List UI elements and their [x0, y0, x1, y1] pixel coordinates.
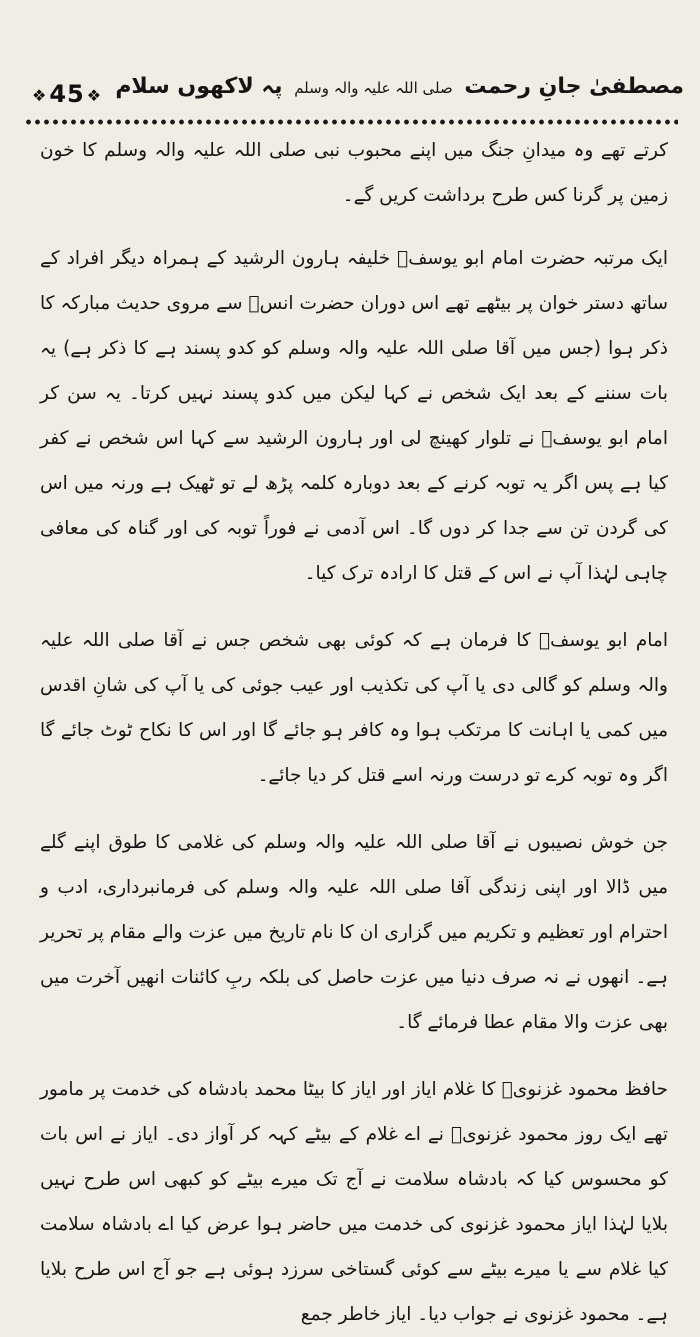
paragraph-4: جن خوش نصیبوں نے آقا صلی اللہ علیہ والہ وسلم کی غلامی کا طوق اپنے گلے میں ڈالا اور اپنی زندگی آقا صلی اللہ علیہ والہ وسلم کی فرمانبرداری، ادب و احترام اور تعظیم و تکریم میں گزاری ان کا نام تاریخ میں عزت والے مقام پر تحریر ہے۔ انھوں نے نہ صرف دنیا میں عزت حاصل کی بلکہ ربِ کائنات انھیں آخرت میں بھی عزت والا مقام عطا فرمائے گا۔ — [40, 832, 668, 1033]
paragraph-2: ایک مرتبہ حضرت امام ابو یوسفؒ خلیفہ ہارون الرشید کے ہمراہ دیگر افراد کے ساتھ دستر خوان پر بیٹھے تھے اس دوران حضرت انسؓ سے مروی حدیث مبارکہ کا ذکر ہوا (جس میں آقا صلی اللہ علیہ والہ وسلم کو کدو پسند ہے کا ذکر ہے) یہ بات سننے کے بعد ایک شخص نے کہا لیکن میں کدو پسند نہیں کرتا۔ یہ سن کر امام ابو یوسفؒ نے تلوار کھینچ لی اور ہارون الرشید سے کہا اس شخص نے کفر کیا ہے پس اگر یہ توبہ کرنے کے بعد دوبارہ کلمہ پڑھ لے تو ٹھیک ہے ورنہ میں اس کی گردن تن سے جدا کر دوں گا۔ اس آدمی نے فوراً توبہ کی اور گناہ کی معافی چاہی لہٰذا آپ نے اس کے قتل کا ارادہ ترک کیا۔ — [40, 248, 668, 584]
paragraph-1: کرتے تھے وہ میدانِ جنگ میں اپنے محبوب نبی صلی اللہ علیہ والہ وسلم کا خون زمین پر گرنا کس طرح برداشت کریں گے۔ — [40, 140, 668, 206]
running-title-end: پہ لاکھوں سلام — [115, 74, 283, 99]
body-text — [40, 128, 668, 1337]
page-number-badge — [30, 80, 104, 108]
dotted-divider — [24, 118, 678, 126]
running-title-start: مصطفیٰ جانِ رحمت — [464, 74, 684, 99]
ornament-icon: ❖ — [32, 85, 48, 105]
paragraph-3: امام ابو یوسفؒ کا فرمان ہے کہ کوئی بھی شخص جس نے آقا صلی اللہ علیہ والہ وسلم کو گالی دی یا آپ کی تکذیب اور عیب جوئی کی یا آپ کی شانِ اقدس میں کمی یا اہانت کا مرتکب ہوا وہ کافر ہو جائے گا اور اس کا نکاح ٹوٹ جائے گا اگر وہ توبہ کرے تو درست ورنہ اسے قتل کر دیا جائے۔ — [40, 630, 668, 786]
paragraph-5: حافظ محمود غزنویؒ کا غلام ایاز اور ایاز کا بیٹا محمد بادشاہ کی خدمت پر مامور تھے ایک روز محمود غزنویؒ نے اے غلام کے بیٹے کہہ کر آواز دی۔ ایاز نے اس بات کو محسوس کیا کہ بادشاہ سلامت نے آج تک میرے بیٹے کو کبھی اس طرح نہیں بلایا لہٰذا ایاز محمود غزنوی کی خدمت میں حاضر ہوا عرض کیا اے بادشاہ سلامت کیا غلام سے یا میرے بیٹے سے کوئی گستاخی سرزد ہوئی ہے جو آج اس طرح بلایا ہے۔ محمود غزنوی نے جواب دیا۔ ایاز خاطر جمع — [40, 1079, 668, 1325]
page-header — [24, 70, 684, 118]
salawat-text: صلی اللہ علیہ والہ وسلم — [294, 79, 453, 97]
page-number: 45 — [49, 80, 85, 108]
ornament-icon: ❖ — [86, 85, 103, 105]
running-title — [115, 74, 684, 99]
